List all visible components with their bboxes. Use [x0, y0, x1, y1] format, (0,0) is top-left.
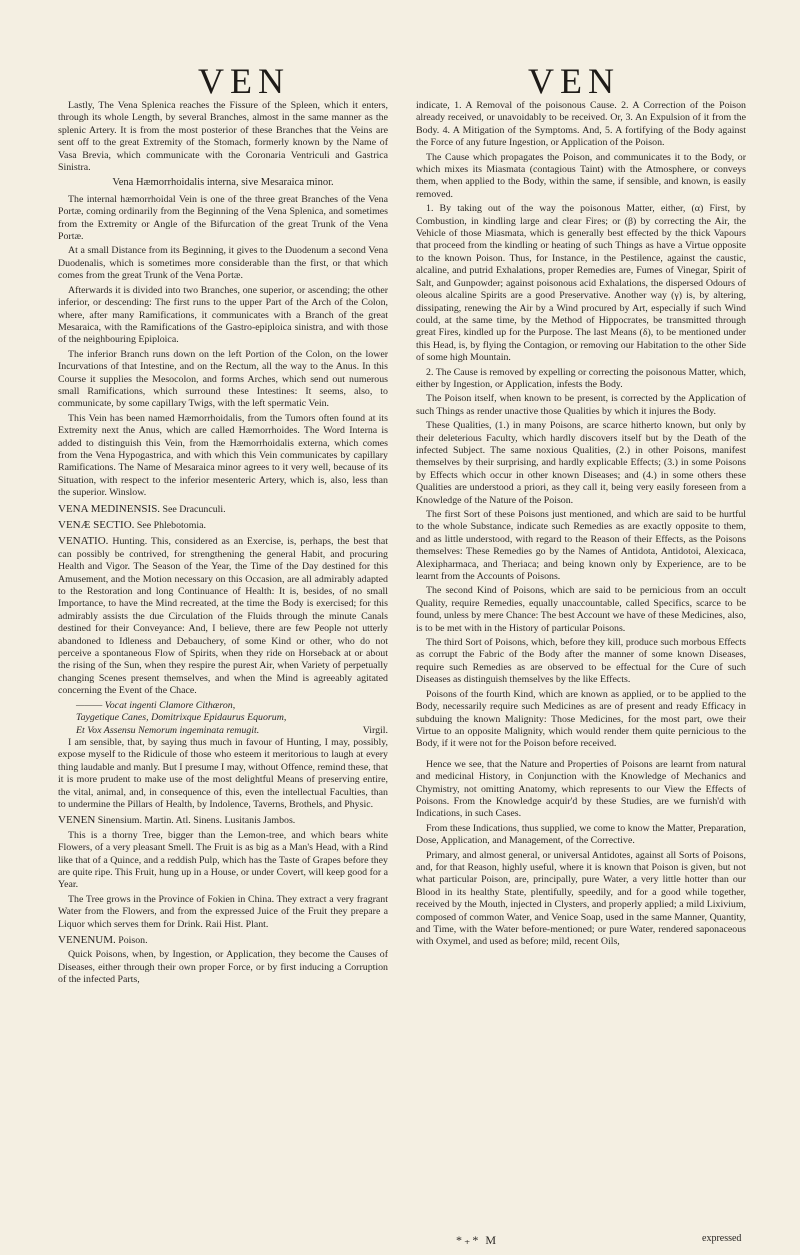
paragraph: indicate, 1. A Removal of the poisonous Cause. 2. A Correction of the Poison already received, or unavoidably to be received. Or, 3. An Expulsion of it from the Body. 4. A Mitigation of the Symptoms. And, 5. A fortifying of the Body against the Force of any future Ingestion, or Application of the Poison.: [416, 100, 746, 149]
paragraph: Primary, and almost general, or universal Antidotes, against all Sorts of Poisons, and, for that Reason, highly useful, where it is known that Poison is given, but not what particular Poison, are, principally, pure Water, a very little hotter than our Blood in its healthy State, plentifully, speedily, and for a good while together, received by the Mouth, injected in Clysters, and properly applied; a mild Lixivium, composed of common Water, and Venice Soap, used in the same Manner, Quantity, and Time, with the Water before-mentioned; or pure Water, rendered saponaceous with Oxymel, and used as before; mild, recent Oils,: [416, 849, 746, 948]
entry-headword: VENEN: [58, 814, 96, 827]
running-head-left: VEN: [198, 61, 290, 101]
paragraph: The inferior Branch runs down on the left Portion of the Colon, on the lower Incurvations of that Intestine, and on the Rectum, all the way to the Anus. In this Course it supplies the Mesocolon, and forms Arches, which send out numerous small Ramifications, which surround these Intestines: It seems, also, to communicate, by some capillary Twigs, with the left spermatic Vein.: [58, 348, 388, 410]
entry-text: Hunting. This, considered as an Exercise, is, perhaps, the best that can possibly be contrived, for strengthening the general Habit, and procuring Health and Vigor. The Season of the Year, the Time of the Day destined for this Amusement, and the Motion necessary on this Occasion, are all admirably adapted to the Restoration and long Continuance of Health: It is, besides, of no small Importance, to have the Mind recreated, at the time the Body is exercised; for this admirably assists the due Circulation of the Fluids through the minute Canals destined for their Conveyance: And, I believe, there are few People not utterly abandoned to Idleness and Debauchery, of some Kind or other, who do not perceive a spontaneous Flow of Spirits, when they ride on Horseback at or about the rising of the Sun, when they respire the purest Air, when Variety of perpetually changing Scenes present themselves, and when the Mind is agreeably agitated concerning the Event of the Chace.: [58, 536, 388, 697]
dictionary-entry: [58, 519, 388, 532]
verse-line: [76, 712, 388, 724]
verse-author: Virgil.: [362, 724, 388, 736]
right-column: [416, 100, 746, 1230]
paragraph: Quick Poisons, when, by Ingestion, or Application, they become the Causes of Diseases, either through their own proper Force, or by first inducing a Corruption of the infected Parts,: [58, 949, 388, 986]
paragraph: Poisons of the fourth Kind, which are known as applied, or to be applied to the Body, necessarily require such Medicines as are of present and ready Efficacy in subduing the known Malignity: Those Medicines, for the most part, owe their Virtue to an opposite Malignity, which would render them quite pernicious to the Body, if it were not for the Poison before received.: [416, 688, 746, 750]
paragraph: The third Sort of Poisons, which, before they kill, produce such morbous Effects as corrupt the Fabric of the Body after the manner of some known Diseases, require such Remedies as are observed to be effectual for the Cure of such Diseases as distinguish themselves by the like Effects.: [416, 637, 746, 686]
entry-headword: VENÆ SECTIO.: [58, 519, 135, 531]
dictionary-entry: [58, 934, 388, 947]
paragraph: Afterwards it is divided into two Branches, one superior, or ascending; the other inferior, or descending: The first runs to the upper Part of the Arch of the Colon, where, after many Ramifications, it communicates with a Branch of the great Mesaraica, with the Ramifications of the Gastro-epiploica sinistra, and with those of the neighbouring Epiploica.: [58, 284, 388, 346]
paragraph: The second Kind of Poisons, which are said to be pernicious from an occult Quality, require Remedies, equally unaccountable, called Specifics, scarce to be found, unless by mere Chance: The best Account we have of these Medicines, also, is to be met with in the History of particular Poisons.: [416, 585, 746, 634]
paragraph: The Poison itself, when known to be present, is corrected by the Application of such Things as render unactive those Qualities by which it injures the Body.: [416, 393, 746, 417]
verse-line: [76, 700, 388, 712]
verse-line: [76, 725, 388, 737]
signature-mark: *₊* M: [456, 1233, 499, 1247]
paragraph: From these Indications, thus supplied, we come to know the Matter, Preparation, Dose, Application, and Management, of the Corrective.: [416, 822, 746, 847]
entry-text: Poison.: [115, 935, 148, 946]
verse-text: ——— Vocat ingenti Clamore Cithæron,: [76, 699, 236, 711]
verse-text: Et Vox Assensu Nemorum ingeminata remugit.: [76, 724, 260, 736]
catchword: expressed: [702, 1233, 742, 1244]
dictionary-entry: [58, 814, 388, 827]
entry-headword: VENENUM.: [58, 934, 116, 946]
paragraph: 1. By taking out of the way the poisonous Matter, either, (α) First, by Combustion, in kindling large and clear Fires; or (β) by correcting the Air, the Vehicle of those Miasmata, which is generally best effected by the thick Vapours that proceed from the kindling or heating of such Things as have a Virtue opposite to the known Poison. Thus, for Instance, in the Pestilence, against the caustic, alcaline, and putrid Exhalations, proper Remedies are, Fumes of Vinegar, Spirit of Salt, and Gunpowder; against poisonous acid Exhalations, the dispersed Odours of oleous alcaline Spirits are a good Preservative. Another way (γ) is, by altering, dissipating, renewing the Air by a Wind procured by Art, especially if such Wind could, at the same time, by the Method of Hippocrates, be transmitted through great Fires, kindled up for the Purpose. The last Means (δ), to be mentioned under this Head, is, by flying the Contagion, or removing our Habitation to the other Side of some high Mountain.: [416, 203, 746, 364]
running-head-right: VEN: [528, 61, 620, 101]
paragraph: This Vein has been named Hæmorrhoidalis, from the Tumors often found at its Extremity next the Anus, which are called Hæmorrhoides. The Word Interna is added to distinguish this Vein, from the Hæmorrhoidalis externa, which comes from the Vena Hypogastrica, and with which this Vein communicates by capillary Ramifications. The Name of Mesaraica minor agrees to it very well, because of its Situation, with respect to the inferior mesenteric Artery, which is, also, less than the superior. Winslow.: [58, 412, 388, 499]
paragraph: Lastly, The Vena Splenica reaches the Fissure of the Spleen, which it enters, through its whole Length, by several Branches, almost in the same manner as the splenic Artery. It is from the most posterior of these Branches that the Veins are sent off to the great Extremity of the Stomach, formerly known by the Name of Vasa Brevia, which communicate with the Coronaria Ventriculi and Gastrica Sinistra.: [58, 100, 388, 174]
paragraph: The Cause which propagates the Poison, and communicates it to the Body, or which mixes its Miasmata (contagious Taint) with the Atmosphere, or conveys them, when applied to the Body, within the same, if sensible, and known, is easily removed.: [416, 151, 746, 200]
left-column: [58, 100, 388, 1230]
paragraph: The Tree grows in the Province of Fokien in China. They extract a very fragrant Water from the Flowers, and from the expressed Juice of the Fruit they prepare a Liquor which serves them for Drink. Raii Hist. Plant.: [58, 893, 388, 930]
paragraph: The internal hæmorrhoidal Vein is one of the three great Branches of the Vena Portæ, coming ordinarily from the Beginning of the Vena Splenica, and sometimes from the Extremity or Angle of the Bifurcation of the great Trunk of the Vena Portæ.: [58, 193, 388, 243]
verse-text: Taygetique Canes, Domitrixque Epidaurus Equorum,: [76, 712, 287, 724]
paragraph: This is a thorny Tree, bigger than the Lemon-tree, and which bears white Flowers, of a very pleasant Smell. The Fruit is as big as a Man's Head, with a Rind like that of a Quince, and a reddish Pulp, which has the Taste of Grapes before they are quite ripe. This Fruit, hung up in a House, or under Covert, will keep good for a Year.: [58, 829, 388, 891]
entry-text: See Dracunculi.: [160, 503, 226, 515]
paragraph: 2. The Cause is removed by expelling or correcting the poisonous Matter, which, either by Ingestion, or Application, infests the Body.: [416, 366, 746, 390]
paragraph: These Qualities, (1.) in many Poisons, are scarce hitherto known, but only by their deleterious Faculty, which hardly discovers itself but by the Death of the infected Subject. The same noxious Qualities, (2.) in other Poisons, manifest themselves by their surprising, and hardly explicable Effects; (3.) in some Poisons by Effects which occur in other known Diseases; and (4.) in some others these Qualities are understood a priori, as they call it, being very easily foreseen from a Knowledge of the Nature of the Poison.: [416, 420, 746, 506]
paragraph: Hence we see, that the Nature and Properties of Poisons are learnt from natural and medicinal History, in Conjunction with the Knowledge of Mechanics and Chymistry, not omitting Anatomy, which represents to our View the Effects of Poisons. From the Knowledge acquir'd by these Studies, are we furnish'd with Indications, in such Cases.: [416, 758, 746, 820]
paragraph: I am sensible, that, by saying thus much in favour of Hunting, I may, possibly, expose myself to the Ridicule of those who esteem it meritorious to laugh at every thing laudable and manly. But I presume I may, without Offence, remind these, that it is more prudent to make use of the most delightful Means of preserving entire, the vital, animal, and, in consequence of this, even the intellectual Faculties, than to undermine the Pillars of Health, by Indolence, Taverns, Brothels, and Physic.: [58, 736, 388, 810]
entry-headword: VENA MEDINENSIS.: [58, 502, 161, 515]
paragraph: The first Sort of these Poisons just mentioned, and which are said to be hurtful to the whole Substance, indicate such Remedies as are exactly opposite to them, and as little understood, with regard to the Reason of their Effects, as the Poisons themselves: These Remedies go by the Names of Antidota, Antidotoi, Alexicaca, Alexipharmaca, and Theriaca; and being known only by Experience, are to be learnt from the Accounts of Poisons.: [416, 509, 746, 583]
paragraph: At a small Distance from its Beginning, it gives to the Duodenum a second Vena Duodenalis, which is sometimes more considerable than the first, or that which comes from the great Trunk of the Vena Portæ.: [58, 245, 388, 282]
dictionary-entry: [58, 503, 388, 516]
section-heading: Vena Hæmorrhoidalis interna, sive Mesaraica minor.: [112, 177, 334, 189]
entry-headword: VENATIO.: [58, 535, 109, 548]
entry-text: Sinensium. Martin. Atl. Sinens. Lusitanis Jambos.: [95, 815, 296, 827]
dictionary-entry: [58, 535, 388, 697]
entry-text: See Phlebotomia.: [134, 520, 206, 531]
